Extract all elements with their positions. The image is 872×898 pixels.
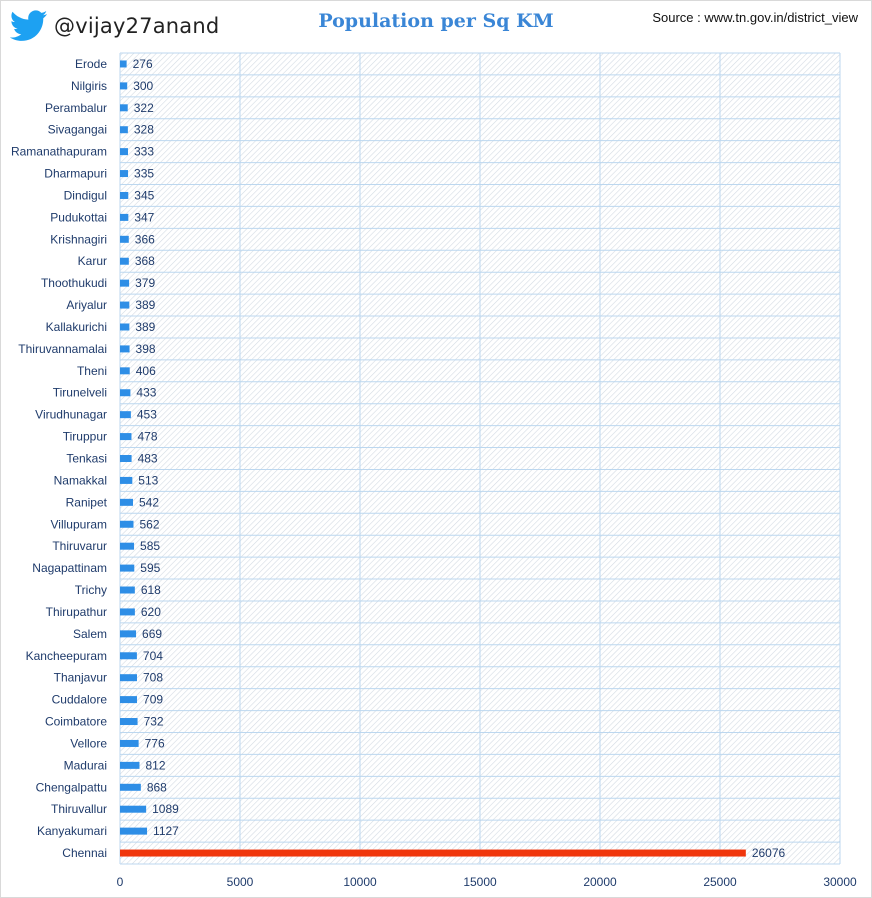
bar [120, 543, 134, 550]
value-label: 704 [142, 648, 163, 663]
category-label: Dharmapuri [44, 166, 107, 181]
bar [120, 521, 133, 528]
value-label: 333 [133, 144, 155, 159]
category-label: Theni [76, 363, 107, 378]
value-label: 513 [138, 473, 159, 488]
bar [120, 411, 131, 418]
value-label: 322 [133, 100, 154, 115]
bar [120, 148, 128, 155]
bar [120, 630, 136, 637]
value-label: 398 [135, 341, 156, 356]
x-tick-label: 30000 [823, 875, 857, 889]
bar [120, 455, 132, 462]
category-label: Krishnagiri [50, 232, 107, 247]
category-label: Kallakurichi [45, 319, 107, 334]
category-label: Thiruvarur [52, 539, 107, 554]
x-tick-label: 25000 [703, 875, 737, 889]
bar [120, 674, 137, 681]
x-tick-label: 10000 [343, 875, 377, 889]
bar [120, 258, 129, 265]
bar [120, 433, 131, 440]
value-label: 478 [137, 429, 158, 444]
x-tick-label: 5000 [226, 875, 254, 889]
bar [120, 565, 134, 572]
category-labels [11, 57, 108, 860]
bar [120, 236, 129, 243]
value-label: 585 [140, 539, 161, 554]
value-label: 379 [135, 276, 156, 291]
category-label: Vellore [70, 736, 107, 751]
bar [120, 60, 127, 67]
category-label: Dindigul [63, 188, 107, 203]
x-tick-label: 15000 [463, 875, 497, 889]
bar [120, 280, 129, 287]
bar [120, 192, 128, 199]
category-label: Chennai [62, 846, 107, 861]
bar [120, 762, 139, 769]
value-label: 1127 [153, 824, 179, 839]
value-label: 708 [142, 670, 164, 685]
category-label: Thiruvallur [50, 802, 107, 817]
source-note: Source : www.tn.gov.in/district_view [652, 10, 858, 25]
category-label: Namakkal [53, 473, 107, 488]
bar [120, 784, 141, 791]
category-label: Erode [74, 56, 107, 71]
bar [120, 389, 130, 396]
category-label: Kancheepuram [25, 648, 107, 663]
bar [120, 499, 133, 506]
category-label: Trichy [74, 583, 107, 598]
bar [120, 214, 128, 221]
value-label: 368 [134, 254, 155, 269]
value-label: 389 [135, 298, 156, 313]
category-label: Salem [72, 626, 107, 641]
bar [120, 170, 128, 177]
category-label: Cuddalore [51, 692, 107, 707]
category-label: Ramanathapuram [10, 144, 107, 159]
bar [120, 104, 128, 111]
value-label: 562 [139, 517, 160, 532]
bar [120, 302, 129, 309]
category-label: Tenkasi [66, 451, 107, 466]
value-label: 406 [135, 363, 156, 378]
category-label: Madurai [63, 758, 107, 773]
bar [120, 850, 746, 857]
value-label: 542 [139, 495, 160, 510]
value-label: 868 [146, 780, 167, 795]
value-label: 483 [137, 451, 158, 466]
category-label: Chengalpattu [35, 780, 107, 795]
value-label: 1089 [152, 802, 179, 817]
value-label: 618 [140, 583, 161, 598]
bar [120, 587, 135, 594]
bar [120, 126, 128, 133]
category-label: Virudhunagar [35, 407, 107, 422]
category-label: Nilgiris [71, 78, 107, 93]
value-label: 366 [134, 232, 155, 247]
bar [120, 82, 127, 89]
category-label: Thiruvannamalai [18, 341, 107, 356]
bar [120, 696, 137, 703]
value-label: 300 [133, 78, 154, 93]
value-label: 335 [134, 166, 155, 181]
value-label: 709 [143, 692, 164, 707]
category-label: Coimbatore [44, 714, 107, 729]
value-label: 347 [134, 210, 155, 225]
category-label: Tirunelveli [52, 385, 107, 400]
value-label: 732 [143, 714, 164, 729]
value-label: 276 [132, 56, 153, 71]
value-label: 620 [140, 604, 161, 619]
category-label: Villupuram [50, 517, 107, 532]
value-label: 595 [140, 561, 161, 576]
x-tick-label: 20000 [583, 875, 617, 889]
x-axis-tick-labels [117, 875, 857, 889]
value-label: 389 [135, 319, 156, 334]
category-label: Ranipet [65, 495, 107, 510]
value-label: 433 [136, 385, 157, 400]
author-handle: @vijay27anand [54, 14, 220, 38]
category-label: Thoothukudi [40, 276, 107, 291]
category-label: Karur [77, 254, 107, 269]
chart-title: Population per Sq KM [318, 10, 554, 32]
value-label: 345 [134, 188, 155, 203]
value-label: 776 [144, 736, 165, 751]
bar [120, 740, 139, 747]
bar [120, 345, 130, 352]
bar [120, 718, 138, 725]
bar [120, 367, 130, 374]
value-label: 26076 [751, 846, 786, 861]
bar [120, 323, 129, 330]
category-label: Thirupathur [45, 604, 107, 619]
category-label: Ariyalur [66, 298, 107, 313]
category-label: Perambalur [44, 100, 107, 115]
category-label: Nagapattinam [32, 561, 107, 576]
bar [120, 608, 135, 615]
bar [120, 828, 147, 835]
bar [120, 652, 137, 659]
bar [120, 477, 132, 484]
category-label: Pudukottai [50, 210, 107, 225]
value-label: 812 [145, 758, 166, 773]
category-label: Thanjavur [53, 670, 107, 685]
category-label: Tiruppur [62, 429, 107, 444]
x-tick-label: 0 [116, 875, 124, 889]
value-label: 328 [133, 122, 154, 137]
value-label: 669 [142, 626, 163, 641]
value-label: 453 [136, 407, 157, 422]
category-label: Kanyakumari [36, 824, 107, 839]
bar [120, 806, 146, 813]
category-label: Sivagangai [47, 122, 107, 137]
